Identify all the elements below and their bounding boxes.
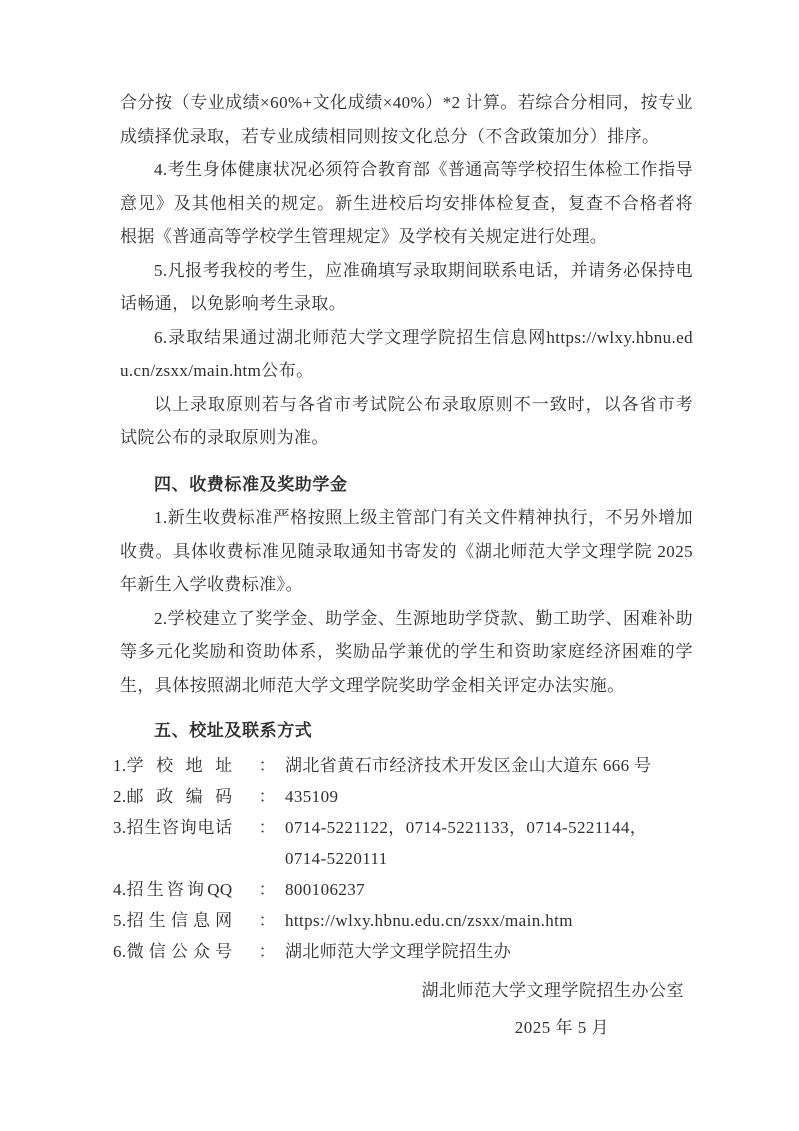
contact-number: 3. <box>113 817 127 837</box>
contact-value-line: 435109 <box>284 786 339 806</box>
contact-label: 招生咨询电话 <box>126 817 233 837</box>
contact-colon: ： <box>258 817 276 837</box>
contact-row <box>113 936 693 967</box>
contact-label: 招生信息网 <box>126 910 233 930</box>
contact-label: 招生咨询QQ <box>126 879 233 899</box>
contact-number: 6. <box>113 941 127 961</box>
section-5-heading: 五、校址及联系方式 <box>154 721 313 740</box>
contact-label: 微信公众号 <box>126 941 233 961</box>
contact-colon: ： <box>258 941 276 961</box>
contact-number: 2. <box>113 786 127 806</box>
contact-value-line: 湖北省黄石市经济技术开发区金山大道东 666 号 <box>284 755 652 775</box>
contact-row <box>113 905 693 936</box>
admission-rules-paragraphs <box>120 86 693 455</box>
contact-value-line: 800106237 <box>284 879 366 899</box>
section-4-heading: 四、收费标准及奖助学金 <box>154 474 348 494</box>
paragraph: 2.学校建立了奖学金、助学金、生源地助学贷款、勤工助学、困难补助等多元化奖励和资助体系，奖励品学兼优的学生和资助家庭经济困难的学生，具体按照湖北师范大学文理学院奖助学金相关评定办法实施。 <box>120 608 693 695</box>
contact-row <box>113 750 693 781</box>
contact-label: 邮政编码 <box>126 786 233 806</box>
contact-value <box>285 874 693 905</box>
contact-list <box>113 750 693 967</box>
contact-value <box>285 781 693 812</box>
contact-value <box>285 936 693 967</box>
signature-line: 湖北师范大学文理学院招生办公室 <box>421 980 684 1000</box>
paragraph: 6.录取结果通过湖北师范大学文理学院招生信息网https://wlxy.hbnu.edu.cn/zsxx/main.htm公布。 <box>120 327 693 380</box>
paragraph: 以上录取原则若与各省市考试院公布录取原则不一致时，以各省市考试院公布的录取原则为准。 <box>120 394 693 447</box>
contact-label: 学校地址 <box>126 755 233 775</box>
contact-number: 4. <box>113 879 127 899</box>
contact-number: 1. <box>113 755 127 775</box>
contact-row <box>113 812 693 874</box>
fees-and-scholarship-paragraphs <box>120 501 693 702</box>
contact-row <box>113 781 693 812</box>
contact-value-line: 0714-5221122，0714-5221133，0714-5221144， <box>284 817 648 837</box>
contact-value <box>285 750 693 781</box>
contact-value-line: 湖北师范大学文理学院招生办 <box>284 941 512 961</box>
paragraph: 合分按（专业成绩×60%+文化成绩×40%）*2 计算。若综合分相同，按专业成绩择优录取，若专业成绩相同则按文化总分（不含政策加分）排序。 <box>120 93 693 146</box>
paragraph: 1.新生收费标准严格按照上级主管部门有关文件精神执行，不另外增加收费。具体收费标准见随录取通知书寄发的《湖北师范大学文理学院 2025 年新生入学收费标准》。 <box>120 508 693 594</box>
contact-colon: ： <box>258 755 276 775</box>
contact-colon: ： <box>258 879 276 899</box>
contact-row <box>113 874 693 905</box>
contact-number: 5. <box>113 910 127 930</box>
contact-value-line: 0714-5220111 <box>284 848 388 868</box>
contact-colon: ： <box>258 786 276 806</box>
contact-value <box>285 812 693 874</box>
contact-value-line: https://wlxy.hbnu.edu.cn/zsxx/main.htm <box>284 910 573 930</box>
document-content <box>113 86 693 1044</box>
paragraph: 5.凡报考我校的考生，应准确填写录取期间联系电话，并请务必保持电话畅通，以免影响考生录取。 <box>120 260 693 313</box>
contact-value <box>285 905 693 936</box>
contact-colon: ： <box>258 910 276 930</box>
paragraph: 4.考生身体健康状况必须符合教育部《普通高等学校招生体检工作指导意见》及其他相关的规定。新生进校后均安排体检复查，复查不合格者将根据《普通高等学校学生管理规定》及学校有关规定进行处理。 <box>120 160 693 246</box>
date-line: 2025 年 5 月 <box>514 1017 609 1037</box>
